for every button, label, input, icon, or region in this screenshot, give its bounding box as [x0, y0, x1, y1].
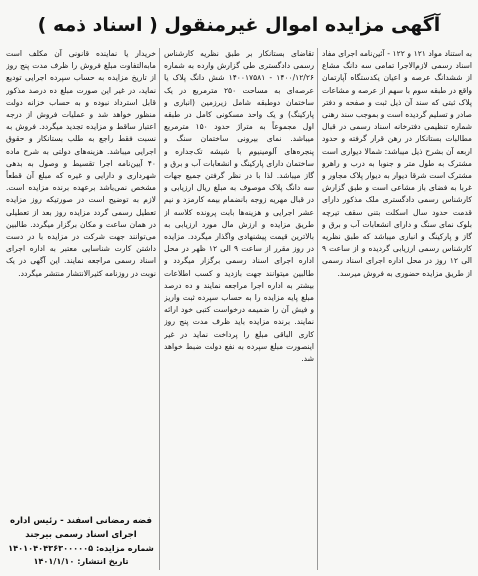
notice-column-left — [6, 48, 156, 570]
notice-body-left: خریدار یا نماینده قانونی آن مکلف است مابه‌التفاوت مبلغ فروش را ظرف مدت پنج روز از تاریخ مزایده به حساب سپرده اجرایی تودیع نماید، در غیر این صورت مبلغ ده درصد مذکور قابل استرداد نبوده و به حساب خزانه دولت منظور خواهد شد و عملیات فروش از درجه اعتبار ساقط و مزایده تجدید میگردد. فروش به نسبت فقط راجع به طلب بستانکار و حقوق اجرایی میباشد. هزینه‌های دولتی به شرح ماده ۴۰ آیین‌نامه اجرا تقسیط و وصول به بدهی شهرداری و دارایی و غیره که مبلغ آن قطعاً مشخص نمی‌باشد برعهده برنده مزایده است. لازم به توضیح است در صورتیکه روز مزایده تعطیل رسمی گردد مزایده روز بعد از تعطیلی در همان ساعت و مکان برگزار میگردد. طالبین می‌توانند جهت شرکت در مزایده با در دست داشتن کارت شناسایی معتبر به اداره اجرای اسناد رسمی مراجعه نمایند. این آگهی در یک نوبت در روزنامه کثیرالانتشار منتشر میگردد. — [6, 49, 156, 278]
notice-signature — [6, 514, 156, 568]
signer-organization: اجرای اسناد رسمی بیرجند — [25, 530, 137, 540]
notice-column-middle — [164, 48, 314, 570]
notice-body-right: به استناد مواد ۱۲۱ و ۱۲۲ - آئین‌نامه اجرای مفاد اسناد رسمی لازم‌الاجرا تمامی سه دانگ مشاع از ششدانگ عرصه و اعیان یکدستگاه آپارتمان واقع در طبقه سوم با سهم از عرصه و مشاعات پلاک ثبتی که سند آن ذیل ثبت و صفحه و دفتر صادر و تسلیم گردیده است و بموجب سند رهنی شماره تنظیمی دفترخانه اسناد رسمی در قبال مطالبات بستانکار در رهن قرار گرفته و حدود اربعه آن بشرح ذیل میباشد: شمالا دیواری است مشترک به طول متر و جنوبا به درب و راهرو مشترک است شرقا دیوار به دیوار پلاک مجاور و غربا به فضای باز مشاعی است و طبق گزارش کارشناس رسمی دادگستری ملک مذکور دارای قدمت حدود سال اسکلت بتنی سقف تیرچه بلوک نمای سنگ و دارای انشعابات آب و برق و گاز و پارکینگ و انباری میباشد که طبق نظریه کارشناس رسمی ارزیابی گردیده و از ساعت ۹ الی ۱۲ روز در محل اداره اجرای اسناد رسمی از طریق مزایده حضوری به فروش میرسد. — [322, 49, 472, 278]
auction-notice — [6, 6, 472, 570]
notice-body-middle: تقاضای بستانکار بر طبق نظریه کارشناس رسمی دادگستری طی گزارش وارده به شماره ۱۴۰۰/۱۲/۲۶ - ۱۴۰۰۱۷۵۸۱ شش دانگ پلاک یا عرصه‌ای به مساحت ۲۵۰ مترمربع در یک ساختمان دوطبقه شامل زیرزمین (انباری و پارکینگ) و یک واحد مسکونی کامل در طبقه اول مجموعاً به متراژ حدود ۱۵۰ مترمربع میباشد. نمای بیرونی ساختمان سنگ و پنجره‌های آلومینیوم با شیشه تک‌جداره و ساختمان دارای پارکینگ و انشعابات آب و برق و گاز میباشد. لذا با در نظر گرفتن جمیع جهات سه دانگ پلاک موصوف به مبلغ ریال ارزیابی و در قبال مهریه زوجه بانضمام بیمه کارمزد و نیم عشر اجرایی و هزینه‌ها بابت پرونده کلاسه از طریق مزایده و ارزش مال مورد ارزیابی به بالاترین قیمت پیشنهادی واگذار میگردد. مزایده در روز مقرر از ساعت ۹ الی ۱۲ ظهر در محل اداره اجرای اسناد رسمی برگزار میگردد و طالبین میتوانند جهت بازدید و کسب اطلاعات بیشتر به اداره اجرا مراجعه نمایند و ده درصد مبلغ پایه مزایده را به حساب سپرده ثبت واریز و فیش آن را ضمیمه درخواست کتبی خود ارائه نمایند. برنده مزایده باید ظرف مدت پنج روز کاری الباقی مبلغ را پرداخت نماید در غیر اینصورت مبلغ سپرده به نفع دولت ضبط خواهد شد. — [164, 49, 314, 364]
publish-date: تاریخ انتشار: ۱۴۰۱/۱/۱۰ — [33, 556, 129, 566]
auction-number: شماره مزایده: ۱۴۰۱۰۴۰۴۳۶۳۰۰۰۰۰۵ — [8, 543, 154, 553]
notice-body-left-wrapper — [6, 48, 156, 494]
notice-columns — [6, 48, 472, 570]
notice-title: آگهی مزایده اموال غیرمنقول ( اسناد ذمه ) — [37, 14, 441, 36]
signer-name: فضه رمضانی اسفند - رئیس اداره — [10, 516, 152, 526]
notice-column-right — [322, 48, 472, 570]
column-divider — [159, 48, 160, 570]
column-divider — [317, 48, 318, 570]
